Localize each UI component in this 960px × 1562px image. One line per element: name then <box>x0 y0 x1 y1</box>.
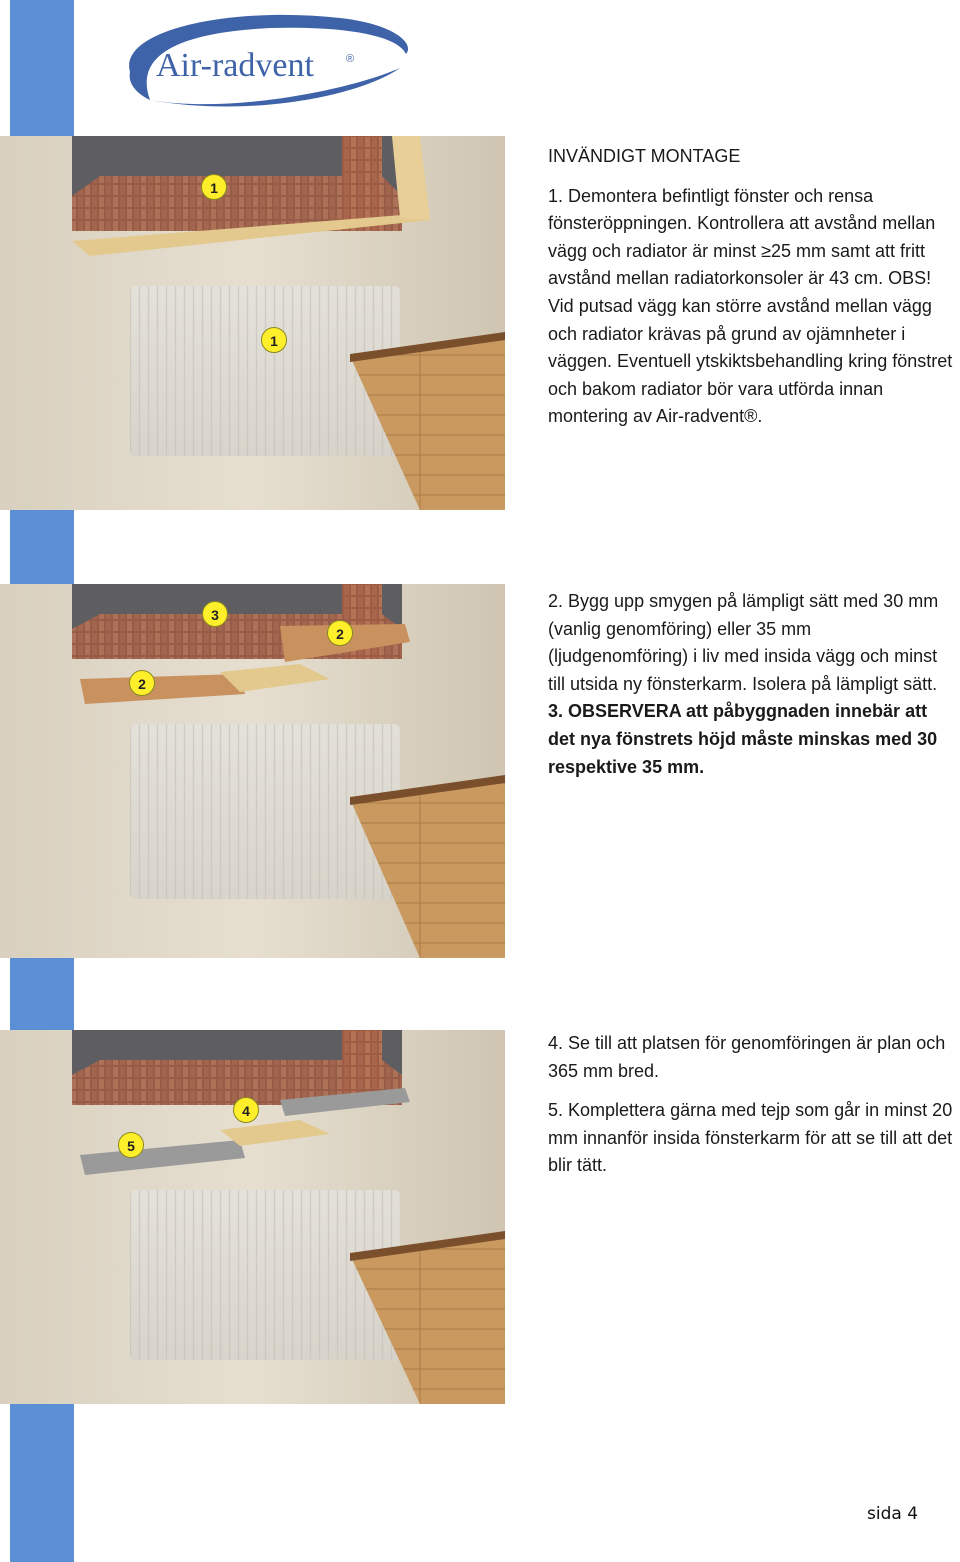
page-number: sida 4 <box>867 1504 919 1524</box>
step-marker: 2 <box>129 670 155 696</box>
accent-bar <box>10 1403 74 1562</box>
accent-bar <box>10 0 74 137</box>
step-4-text: 4. Se till att platsen för genomföringen är plan och 365 mm bred. <box>548 1033 946 1081</box>
step-marker: 3 <box>202 601 228 627</box>
step-marker: 4 <box>233 1097 259 1123</box>
step-marker: 1 <box>261 327 287 353</box>
illustration-step-1 <box>0 136 505 510</box>
step-3-warning: 3. OBSERVERA att påbyggnaden innebär att det nya fönstrets höjd måste minskas med 30 respektive 35 mm. <box>548 701 938 777</box>
section-heading: INVÄNDIGT MONTAGE <box>548 146 741 166</box>
section-1-text <box>548 143 953 431</box>
step-marker: 5 <box>118 1132 144 1158</box>
svg-text:Air-radvent: Air-radvent <box>156 47 314 84</box>
step-1-text: 1. Demontera befintligt fönster och rensa fönsteröppningen. Kontrollera att avstånd mellan vägg och radiator är minst ≥25 mm samt att fritt avstånd mellan radiatorkonsoler är 43 cm. OBS! Vid putsad vägg kan större avstånd mellan vägg och radiator krävas på grund av ojämnheter i väggen. Eventuell ytskiktsbehandling kring fönstret och bakom radiator bör vara utförda innan montering av Air-radvent®. <box>548 185 953 427</box>
illustration-step-2 <box>0 584 505 958</box>
step-marker: 2 <box>327 620 353 646</box>
accent-bar <box>10 957 74 1031</box>
step-5-text: 5. Komplettera gärna med tejp som går in minst 20 mm innanför insida fönsterkarm för att se till att det blir tätt. <box>548 1100 953 1176</box>
section-2-text <box>548 588 953 781</box>
air-radvent-logo <box>110 10 420 120</box>
section-3-text <box>548 1030 953 1180</box>
step-marker: 1 <box>201 174 227 200</box>
illustration-step-3 <box>0 1030 505 1404</box>
svg-text:®: ® <box>346 53 355 65</box>
step-2-text: 2. Bygg upp smygen på lämpligt sätt med 30 mm (vanlig genomföring) eller 35 mm (ljudgenomföring) i liv med insida vägg och minst till utsida ny fönsterkarm. Isolera på lämpligt sätt. <box>548 591 939 694</box>
accent-bar <box>10 510 74 586</box>
